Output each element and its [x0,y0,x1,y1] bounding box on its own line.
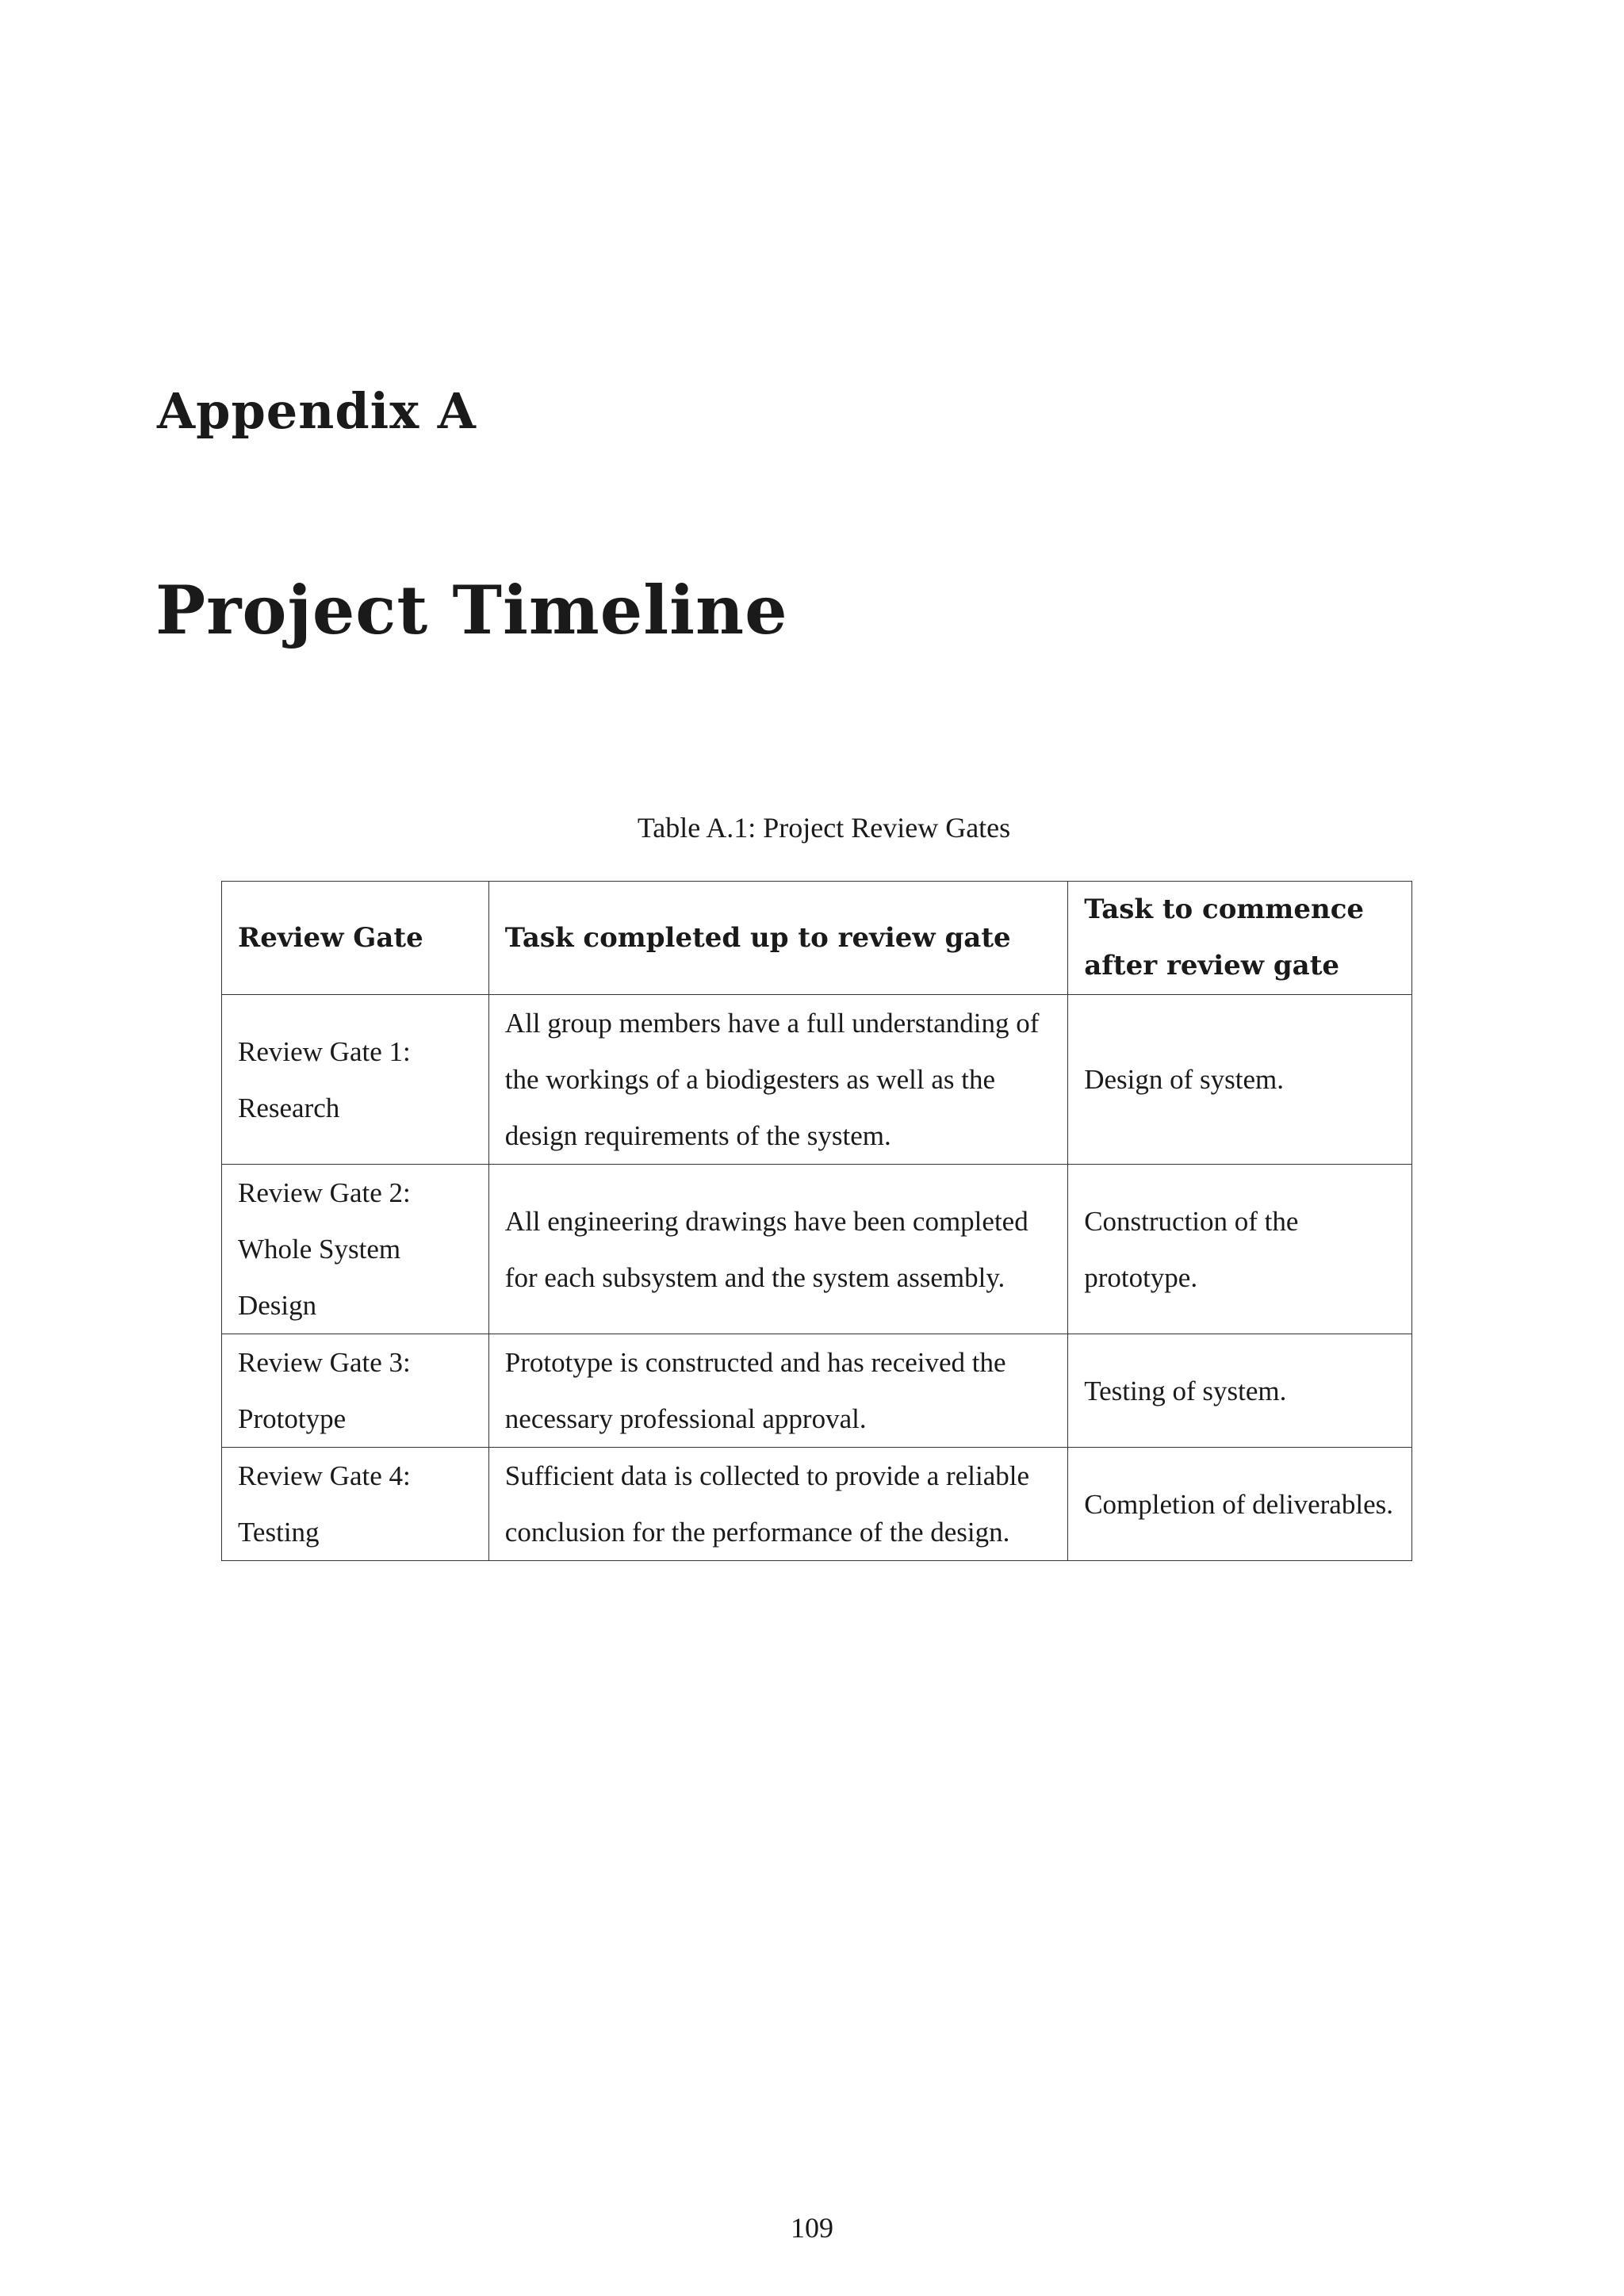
commence-cell: Design of system. [1068,995,1412,1165]
gate-cell: Review Gate 3: Prototype [222,1334,489,1448]
commence-cell: Testing of system. [1068,1334,1412,1448]
completed-cell: Sufficient data is collected to provide a reliable conclusion for the performance of the design. [488,1448,1067,1561]
table-row [222,1334,1412,1448]
gate-cell: Review Gate 4: Testing [222,1448,489,1561]
gate-cell: Review Gate 1: Research [222,995,489,1165]
review-gates-table [221,881,1412,1561]
completed-cell: All group members have a full understanding of the workings of a biodigesters as well as the design requirements of the system. [488,995,1067,1165]
completed-cell: Prototype is constructed and has received the necessary professional approval. [488,1334,1067,1448]
table-row [222,1165,1412,1334]
commence-cell: Construction of the prototype. [1068,1165,1412,1334]
gate-cell: Review Gate 2: Whole System Design [222,1165,489,1334]
chapter-label: Appendix A [157,382,477,440]
header-review-gate: Review Gate [222,882,489,995]
header-task-completed: Task completed up to review gate [488,882,1067,995]
table-header-row [222,882,1412,995]
table-caption: Table A.1: Project Review Gates [637,812,1011,844]
header-task-to-commence: Task to commence after review gate [1068,882,1412,995]
completed-cell: All engineering drawings have been completed for each subsystem and the system assembly. [488,1165,1067,1334]
table-row [222,1448,1412,1561]
chapter-title: Project Timeline [155,571,788,649]
page-number: 109 [791,2212,833,2244]
commence-cell: Completion of deliverables. [1068,1448,1412,1561]
table-row [222,995,1412,1165]
